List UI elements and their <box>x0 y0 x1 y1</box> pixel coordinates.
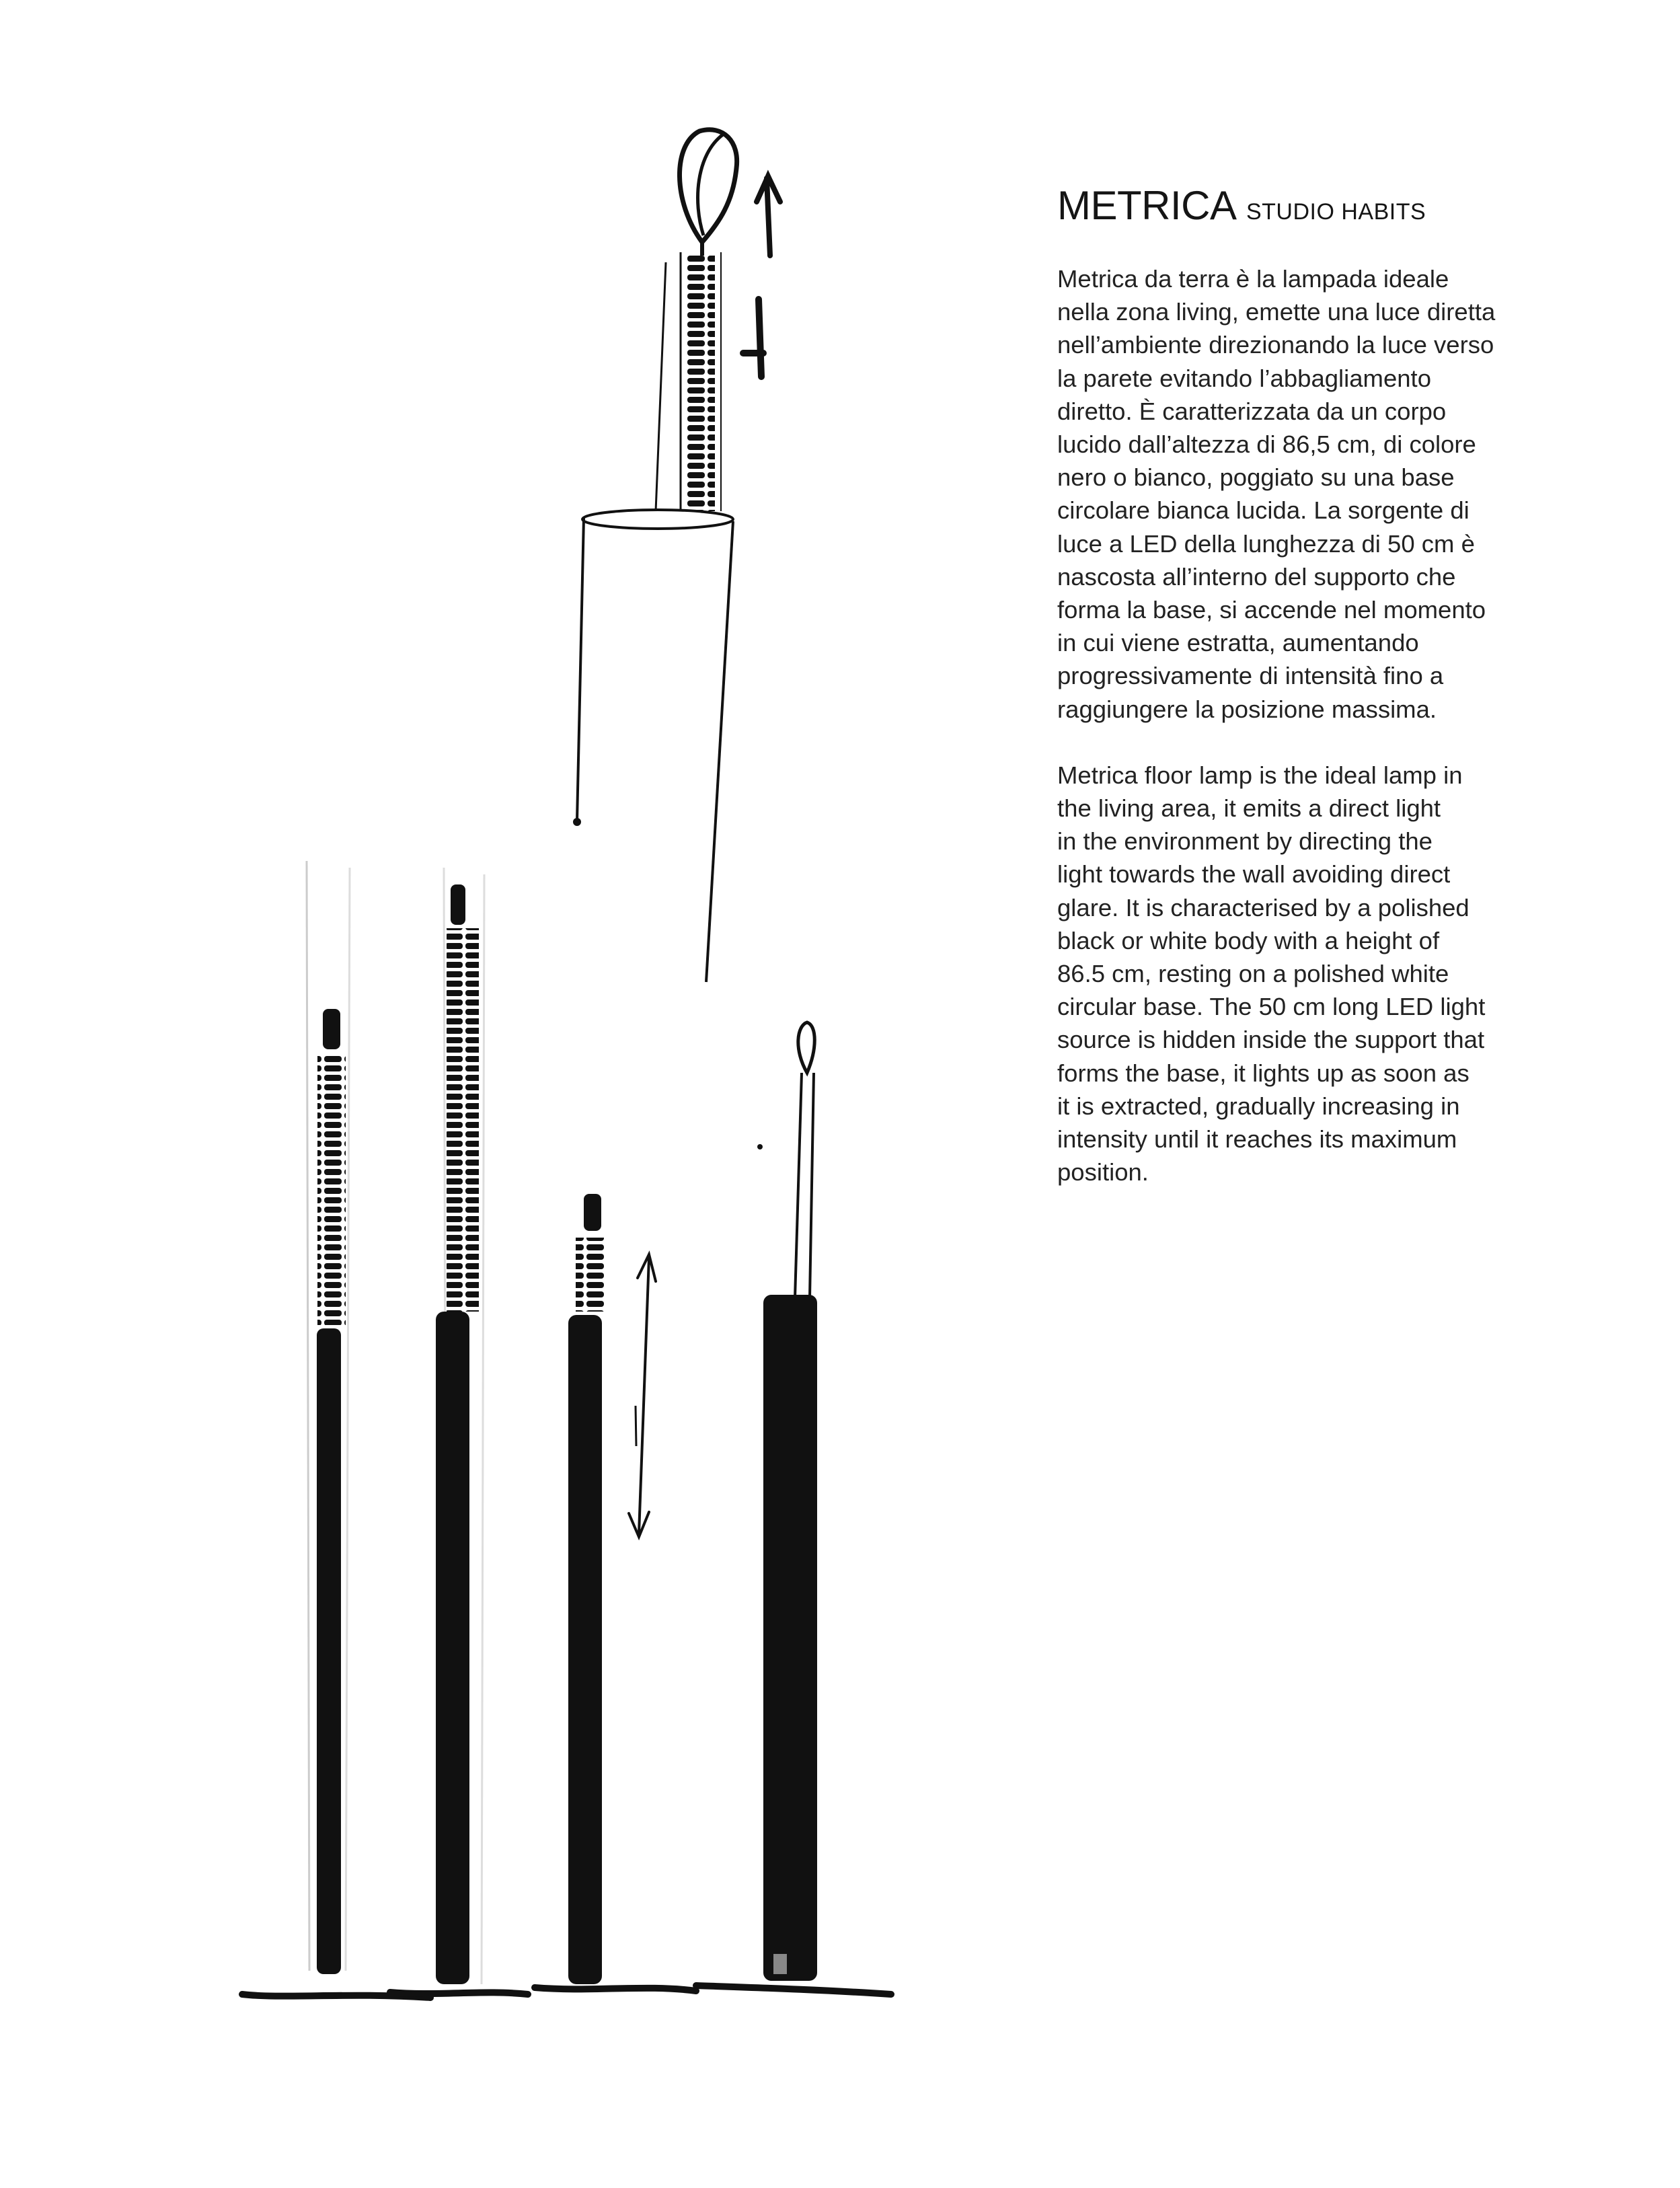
sketch-extracted-lamp <box>573 130 780 982</box>
italian-description <box>1057 262 1541 726</box>
it-line: diretto. È caratterizzata da un corpo <box>1057 397 1447 425</box>
double-arrow-icon <box>629 1254 656 1537</box>
en-line: circular base. The 50 cm long LED light <box>1057 993 1486 1021</box>
en-line: position. <box>1057 1158 1149 1186</box>
en-line: source is hidden inside the support that <box>1057 1026 1485 1054</box>
en-line: the living area, it emits a direct light <box>1057 794 1441 823</box>
it-line: circolare bianca lucida. La sorgente di <box>1057 496 1469 525</box>
sketch-lamp-1 <box>242 861 430 1998</box>
it-line: raggiungere la posizione massima. <box>1057 695 1437 723</box>
it-line: nascosta all’interno del supporto che <box>1057 562 1456 591</box>
it-line: forma la base, si accende nel momento <box>1057 596 1486 624</box>
it-line: la parete evitando l’abbagliamento <box>1057 364 1432 392</box>
en-line: forms the base, it lights up as soon as <box>1057 1059 1469 1087</box>
it-line: progressivamente di intensità fino a <box>1057 662 1444 690</box>
it-line: luce a LED della lunghezza di 50 cm è <box>1057 529 1475 558</box>
it-line: Metrica da terra è la lampada ideale <box>1057 265 1449 293</box>
paragraph-gap <box>1057 726 1541 759</box>
sketch-lamp-2 <box>390 868 528 1994</box>
led-strip <box>685 252 715 511</box>
en-line: it is extracted, gradually increasing in <box>1057 1092 1460 1120</box>
sketch-lamp-3 <box>535 1194 696 1991</box>
loop-handle-icon <box>679 130 736 242</box>
designer-subtitle: STUDIO HABITS <box>1246 199 1426 225</box>
en-line: in the environment by directing the <box>1057 827 1433 856</box>
arrow-down-icon <box>743 299 763 377</box>
english-description <box>1057 759 1541 1189</box>
en-line: intensity until it reaches its maximum <box>1057 1125 1457 1154</box>
en-line: Metrica floor lamp is the ideal lamp in <box>1057 761 1463 789</box>
en-line: black or white body with a height of <box>1057 926 1440 954</box>
it-line: in cui viene estratta, aumentando <box>1057 629 1419 657</box>
product-title: METRICA <box>1057 183 1237 228</box>
text-column <box>1057 183 1541 1189</box>
sketch-lamp-4 <box>696 1022 891 1994</box>
arrow-up-icon <box>757 176 780 256</box>
en-line: 86.5 cm, resting on a polished white <box>1057 960 1449 988</box>
page-title <box>1057 183 1541 228</box>
it-line: nella zona living, emette una luce diretta <box>1057 298 1496 326</box>
lamp4-loop-icon <box>798 1022 814 1073</box>
en-line: glare. It is characterised by a polished <box>1057 893 1469 921</box>
it-line: lucido dall’altezza di 86,5 cm, di colore <box>1057 430 1476 459</box>
it-line: nero o bianco, poggiato su una base <box>1057 463 1455 492</box>
it-line: nell’ambiente direzionando la luce verso <box>1057 331 1494 359</box>
en-line: light towards the wall avoiding direct <box>1057 860 1451 889</box>
